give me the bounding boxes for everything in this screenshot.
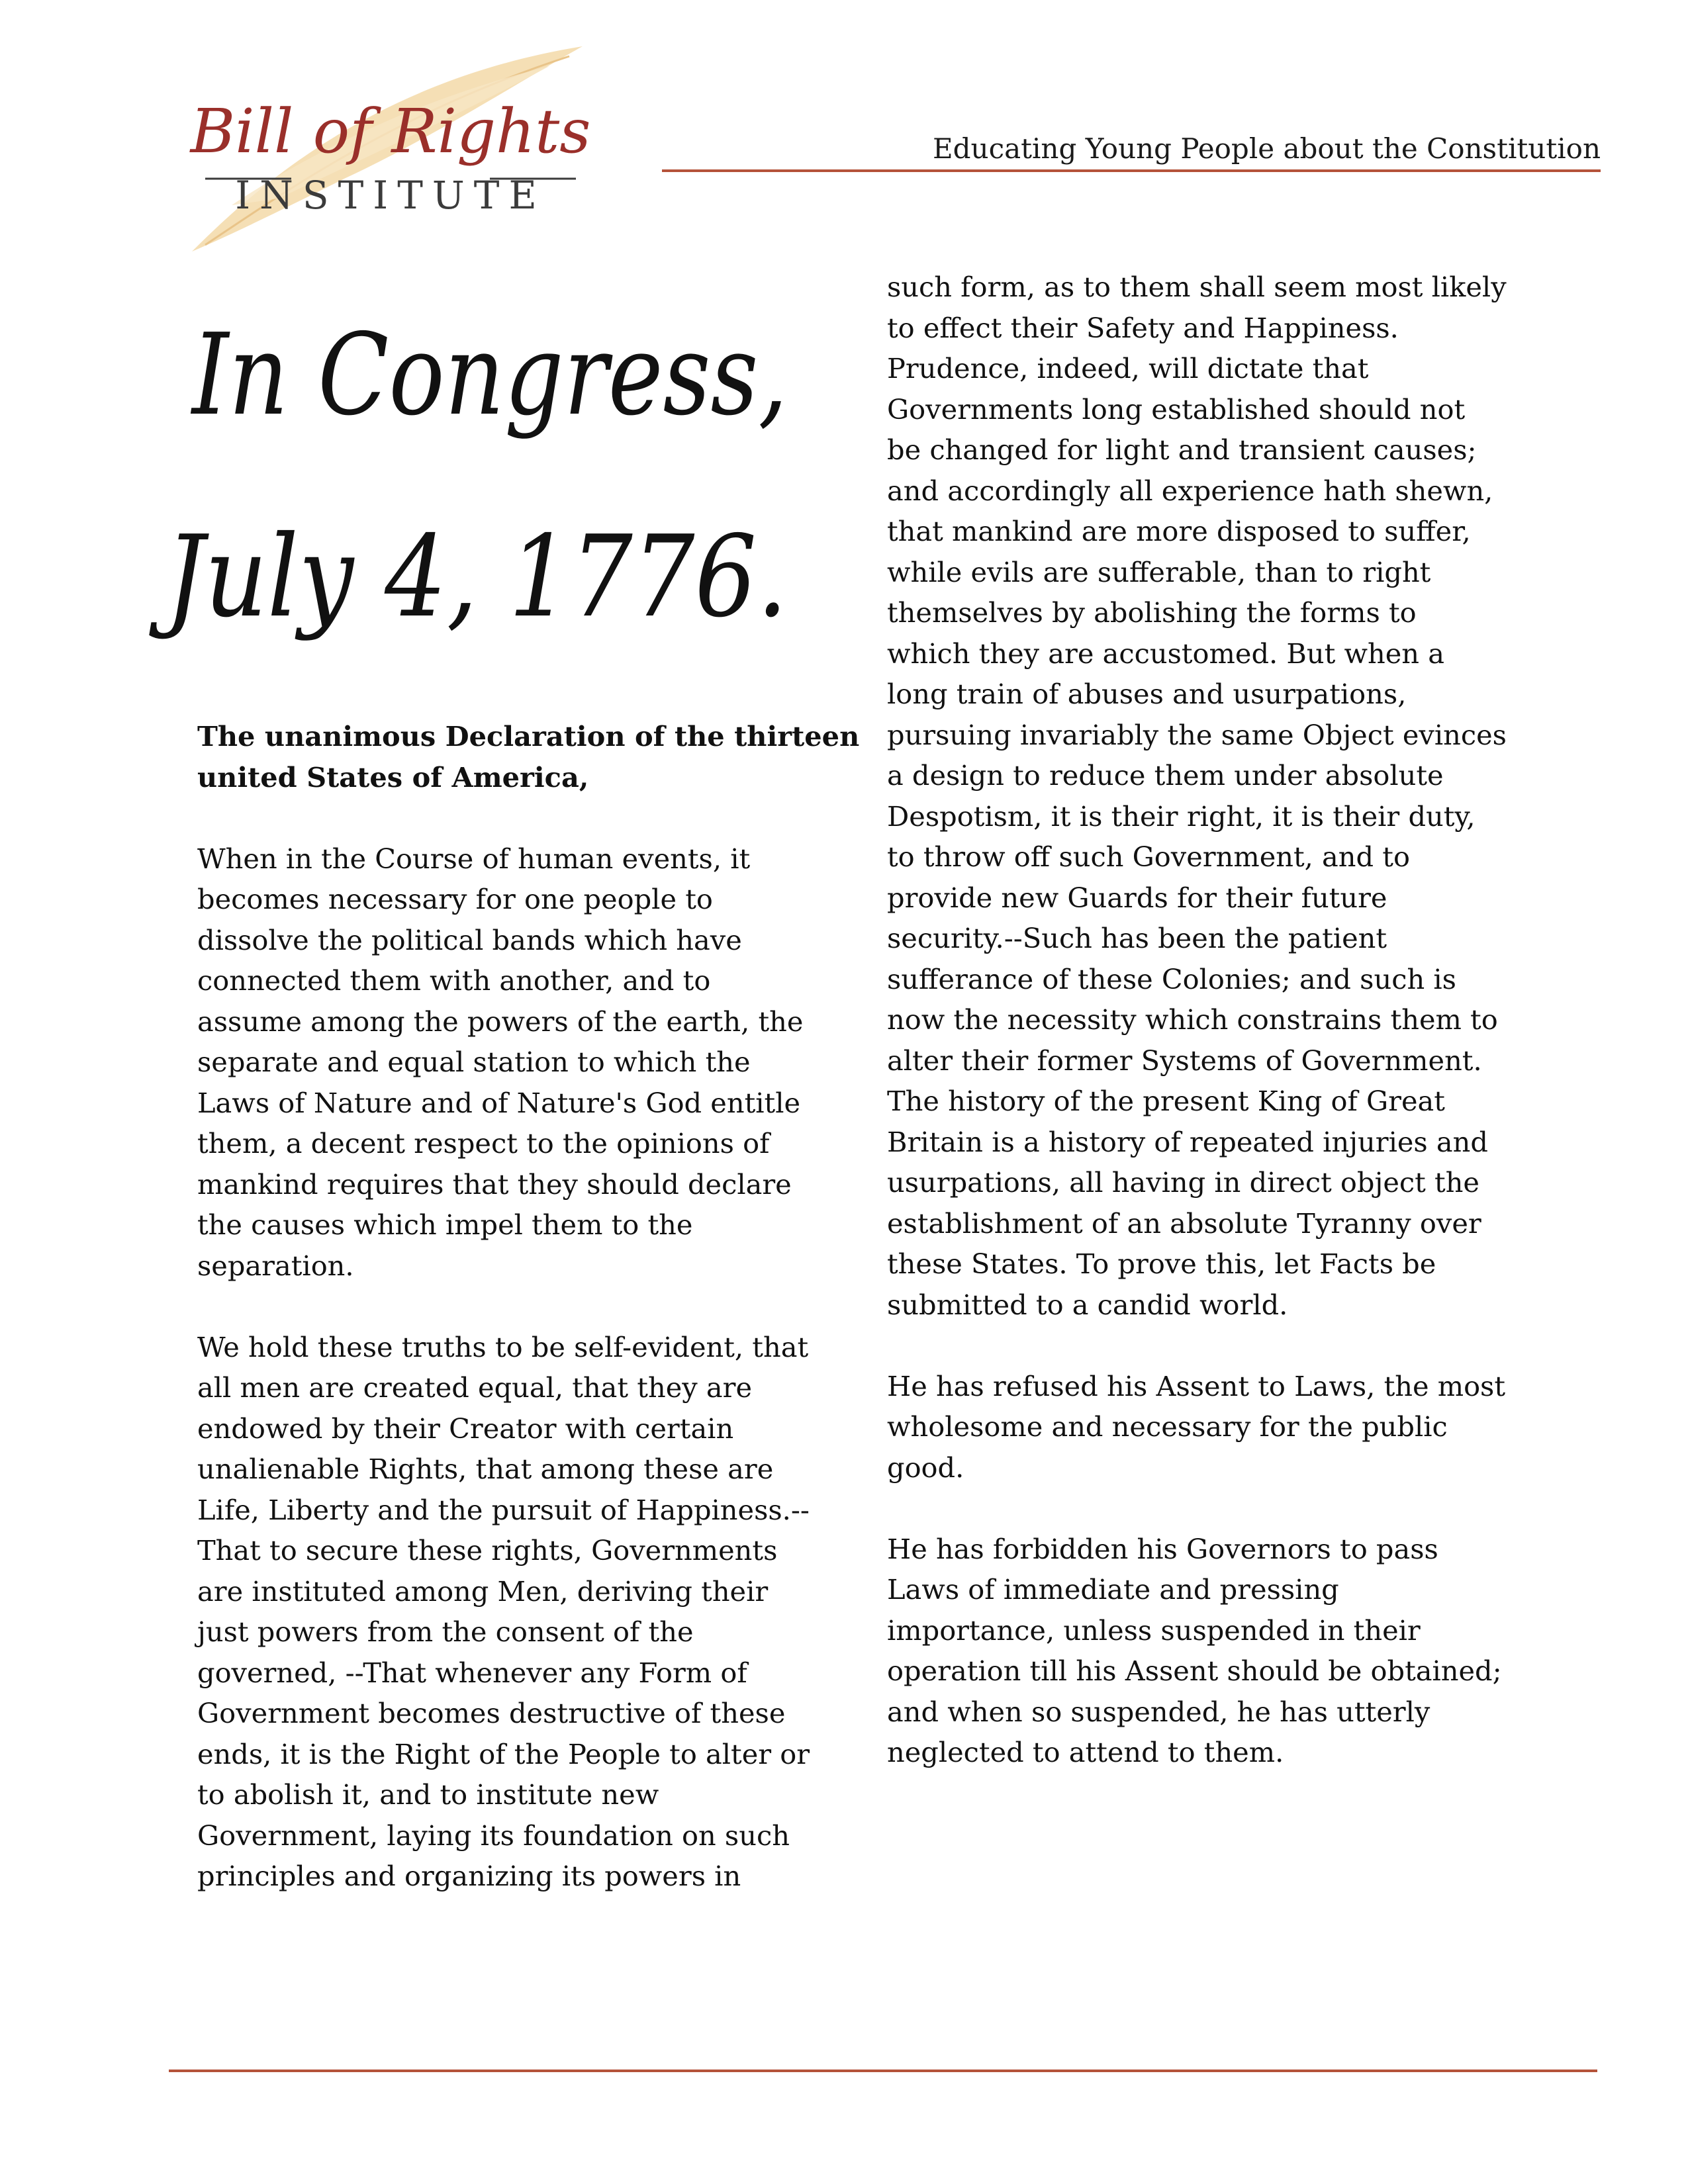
text-line: Britain is a history of repeated injuries and (887, 1125, 1488, 1158)
left-column (197, 716, 860, 1937)
text-line: The history of the present King of Great (887, 1085, 1445, 1117)
text-line: unalienable Rights, that among these are (197, 1453, 774, 1485)
text-line: establishment of an absolute Tyranny over (887, 1206, 1481, 1240)
text-line: Laws of Nature and of Nature's God entitle (197, 1086, 801, 1119)
text-line: Prudence, indeed, will dictate that (887, 352, 1369, 385)
text-line: long train of abuses and usurpations, (887, 678, 1407, 710)
text-line: Government becomes destructive of these (197, 1697, 786, 1729)
text-line: ends, it is the Right of the People to alter or (197, 1737, 810, 1770)
text-line: sufferance of these Colonies; and such is (887, 962, 1456, 995)
text-line: pursuing invariably the same Object evinces (887, 718, 1507, 751)
paragraph-2 (197, 1327, 813, 1897)
text-line: now the necessity which constrains them to (887, 1003, 1498, 1036)
logo-line1: Bill of Rights (190, 96, 591, 167)
text-line: themselves by abolishing the forms to (887, 596, 1417, 629)
text-line: He has refused his Assent to Laws, the most (887, 1369, 1506, 1402)
text-line: just powers from the consent of the (197, 1615, 694, 1648)
text-line: the causes which impel them to the (197, 1208, 693, 1241)
text-line: principles and organizing its powers in (197, 1860, 741, 1892)
text-line: He has forbidden his Governors to pass (887, 1532, 1438, 1565)
text-line: good. (887, 1451, 964, 1484)
text-line: which they are accustomed. But when a (887, 637, 1444, 670)
heading-line: The unanimous Declaration of the thirteen (197, 720, 860, 752)
text-line: such form, as to them shall seem most likely (887, 271, 1507, 303)
text-line: Despotism, it is their right, it is their duty, (887, 799, 1476, 833)
text-line: importance, unless suspended in their (887, 1614, 1421, 1647)
text-line: governed, --That whenever any Form of (197, 1656, 747, 1689)
text-line: Life, Liberty and the pursuit of Happiness.-- (197, 1493, 810, 1526)
text-line: to abolish it, and to institute new (197, 1778, 659, 1811)
heading-line: united States of America, (197, 760, 589, 794)
text-line: security.--Such has been the patient (887, 922, 1387, 954)
script-title (148, 304, 821, 675)
text-line: and accordingly all experience hath shewn, (887, 474, 1493, 507)
text-line: Laws of immediate and pressing (887, 1573, 1339, 1606)
text-line: When in the Course of human events, it (197, 842, 751, 875)
text-line: usurpations, all having in direct object the (887, 1166, 1479, 1199)
declaration-heading (197, 716, 860, 797)
text-line: dissolve the political bands which have (197, 923, 742, 956)
right-column (887, 267, 1507, 1813)
bill-of-rights-institute-logo (179, 40, 602, 258)
text-line: We hold these truths to be self-evident, that (197, 1330, 809, 1363)
text-line: endowed by their Creator with certain (197, 1412, 734, 1445)
title-line1: In Congress, (190, 310, 788, 441)
text-line: to throw off such Government, and to (887, 841, 1410, 873)
paragraph-1 (197, 839, 813, 1287)
text-line: operation till his Assent should be obtained; (887, 1655, 1502, 1687)
footer-rule (169, 2070, 1597, 2072)
text-line: submitted to a candid world. (887, 1288, 1288, 1321)
text-line: provide new Guards for their future (887, 881, 1387, 914)
text-line: separation. (197, 1249, 354, 1282)
text-line: wholesome and necessary for the public (887, 1410, 1448, 1443)
text-line: a design to reduce them under absolute (887, 759, 1444, 792)
text-line: be changed for light and transient causes; (887, 433, 1477, 466)
text-line: Government, laying its foundation on such (197, 1819, 790, 1852)
text-line: assume among the powers of the earth, the (197, 1005, 804, 1038)
text-line: alter their former Systems of Government. (887, 1044, 1482, 1077)
text-line: That to secure these rights, Governments (197, 1534, 778, 1567)
text-line: connected them with another, and to (197, 964, 711, 997)
paragraph-4 (887, 1529, 1503, 1773)
text-line: that mankind are more disposed to suffer, (887, 515, 1471, 547)
title-line2: July 4, 1776. (148, 512, 788, 643)
text-line: neglected to attend to them. (887, 1736, 1284, 1768)
text-line: are instituted among Men, deriving their (197, 1574, 769, 1608)
text-line: Governments long established should not (887, 392, 1466, 426)
text-line: becomes necessary for one people to (197, 883, 713, 915)
tagline: Educating Young People about the Constitution (932, 132, 1601, 165)
logo-line2: INSTITUTE (235, 173, 546, 218)
text-line: mankind requires that they should declare (197, 1167, 792, 1201)
paragraph-2-continued (887, 267, 1507, 1325)
paragraph-3 (887, 1366, 1506, 1488)
text-line: separate and equal station to which the (197, 1046, 751, 1078)
text-line: while evils are sufferable, than to right (887, 555, 1431, 588)
text-line: and when so suspended, he has utterly (887, 1695, 1430, 1728)
header-rule (662, 169, 1601, 172)
text-line: these States. To prove this, let Facts be (887, 1248, 1436, 1280)
text-line: them, a decent respect to the opinions of (197, 1127, 770, 1160)
text-line: all men are created equal, that they are (197, 1371, 753, 1404)
text-line: to effect their Safety and Happiness. (887, 311, 1399, 344)
